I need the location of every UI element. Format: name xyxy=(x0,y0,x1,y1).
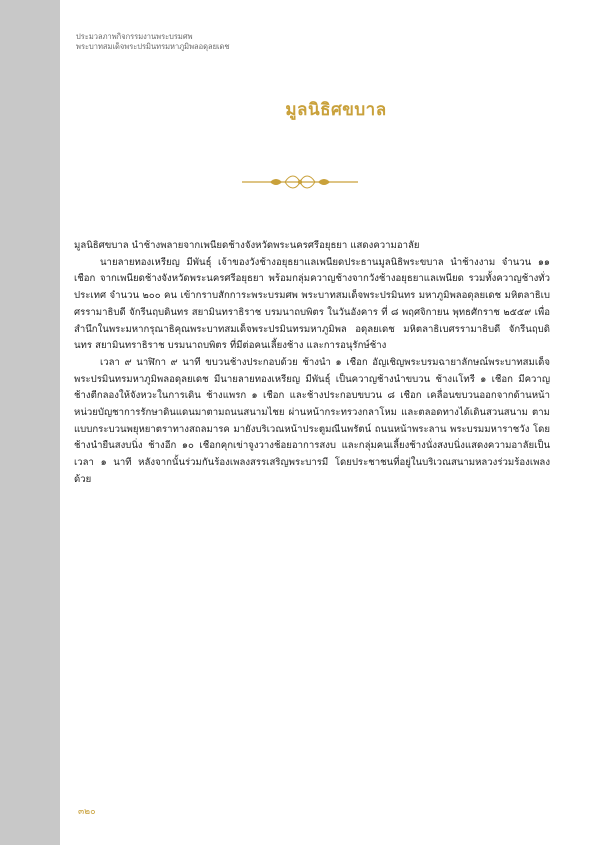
page-number: ๓๒๐ xyxy=(78,807,96,817)
article-intro: มูลนิธิศขบาล นำช้างพลายจากเพนียดช้างจังหวัดพระนครศรีอยุธยา แสดงความอาลัย xyxy=(74,240,420,251)
decorative-divider-icon xyxy=(240,172,360,192)
header-line-2: พระบาทสมเด็จพระปรมินทรมหาภูมิพลอดุลยเดช xyxy=(76,42,230,51)
article-body xyxy=(74,238,550,489)
article-paragraph-1: นายลายทองเหรียญ มีพันธุ์ เจ้าของวังช้างอยุธยาแลเพนียดประธานมูลนิธิพระขบาล นำช้างงาม จำนวน ๑๑ เชือก จากเพนียดช้างจังหวัดพระนครศรีอยุธยา พร้อมกลุ่มควาญช้างจากวังช้างอยุธยาแลเพนียด รวมทั้งควาญช้างทั่วประเทศ จำนวน ๒๐๐ คน เข้ากราบสักการะพระบรมศพ พระบาทสมเด็จพระปรมินทร มหาภูมิพลอดุลยเดช มหิตลาธิเบศรรามาธิบดี จักรีนฤบดินทร สยามินทราธิราช บรมนาถบพิตร ในวันอังคาร ที่ ๘ พฤศจิกายน พุทธศักราช ๒๕๕๙ เพื่อสำนึกในพระมหากรุณาธิคุณพระบาทสมเด็จพระปรมินทรมหาภูมิพล อดุลยเดช มหิตลาธิเบศรรามาธิบดี จักรีนฤบดินทร สยามินทราธิราช บรมนาถบพิตร ที่มีต่อคนเลี้ยงช้าง และการอนุรักษ์ช้าง xyxy=(74,256,550,352)
page-title: มูลนิธิศขบาล xyxy=(285,100,387,120)
header-line-1: ประมวลภาพกิจกรรมงานพระบรมศพ xyxy=(76,32,193,41)
running-header xyxy=(76,32,476,52)
document-page xyxy=(60,0,612,845)
page-side-bar xyxy=(0,0,60,845)
article-paragraph-2: เวลา ๙ นาฬิกา ๙ นาที ขบวนช้างประกอบด้วย ช้างนำ ๑ เชือก อัญเชิญพระบรมฉายาลักษณ์พระบาทสมเด็จพระปรมินทรมหาภูมิพลอดุลยเดช มีนายลายทองเหรียญ มีพันธุ์ เป็นควาญช้างนำขบวน ช้างแโทรี ๑ เชือก มีควาญช้างตีกลองให้จังหวะในการเดิน ช้างแพรก ๑ เชือก และช้างประกอบขบวน ๘ เชือก เคลื่อนขบวนออกจากด้านหน้าหน่วยบัญชาการรักษาดินแดนมาตามถนนสนามไชย ผ่านหน้ากระทรวงกลาโหม และตลอดทางได้เดินสวนสนาม ตามแบบกระบวนพยุหยาตราทางสถลมารค มายังบริเวณหน้าประตูมณีนพรัตน์ ถนนหน้าพระลาน พระบรมมหาราชวัง โดยช้างนำยืนสงบนิ่ง ช้างอีก ๑๐ เชือกคุกเข่าจูงวางช้อยอาการสงบ และกลุ่มคนเลี้ยงช้างนั่งสงบนิ่งแสดงความอาลัยเป็นเวลา ๑ นาที หลังจากนั้นร่วมกันร้องเพลงสรรเสริญพระบารมี โดยประชาชนที่อยู่ในบริเวณสนามหลวงร่วมร้องเพลงด้วย xyxy=(74,356,550,485)
